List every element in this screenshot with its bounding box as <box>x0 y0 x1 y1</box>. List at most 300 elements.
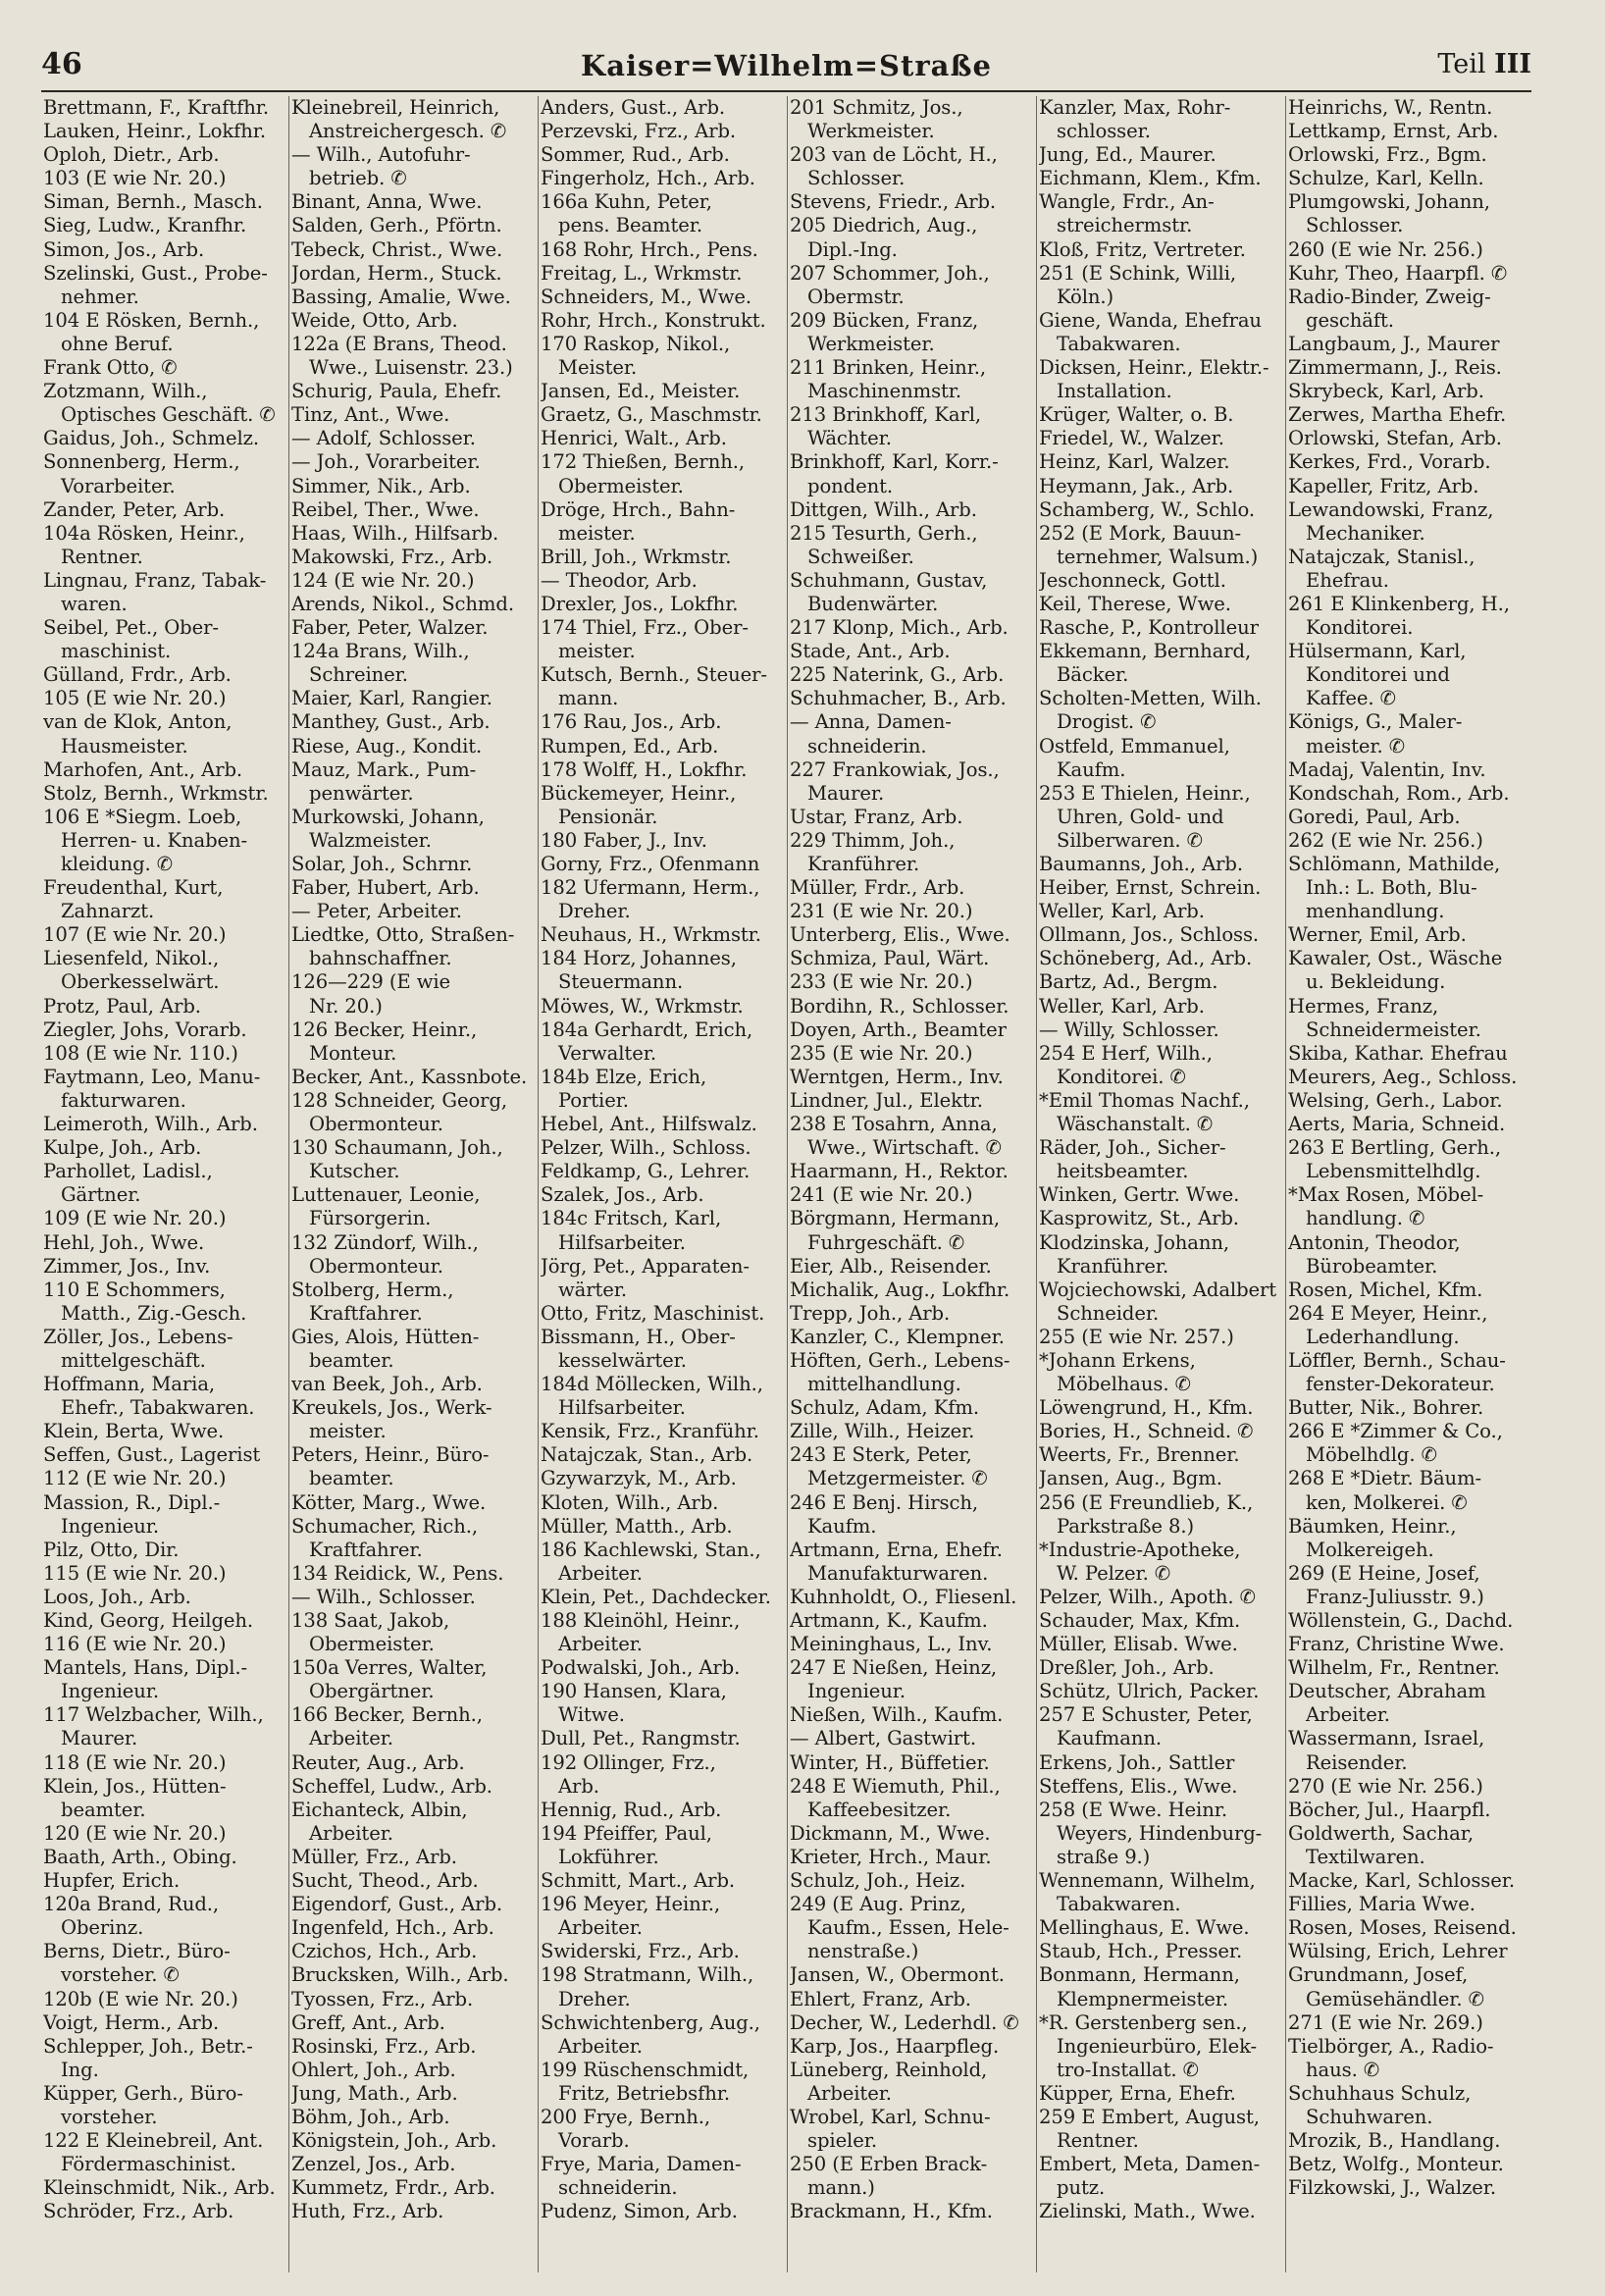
directory-entry: 190 Hansen, Klara, <box>541 1680 727 1703</box>
directory-entry: Jansen, Aug., Bgm. <box>1039 1467 1222 1490</box>
directory-entry: Brettmann, F., Kraftfhr. <box>43 96 270 119</box>
column-divider-2 <box>538 96 539 2272</box>
directory-entry: Heinrichs, W., Rentn. <box>1288 96 1493 119</box>
directory-entry: van de Klok, Anton, <box>43 710 233 734</box>
directory-entry: 268 E *Dietr. Bäum- <box>1288 1467 1482 1490</box>
directory-entry: — Albert, Gastwirt. <box>790 1727 976 1750</box>
entry-continuation: Kraftfahrer. <box>309 1301 423 1325</box>
entry-continuation: Schweißer. <box>807 545 914 568</box>
entry-continuation: Drogist. ✆ <box>1057 710 1157 734</box>
entry-continuation: Wächter. <box>807 427 892 450</box>
directory-entry: Faber, Peter, Walzer. <box>291 616 489 640</box>
entry-continuation: Kaufm. <box>1057 757 1126 781</box>
directory-entry: Peters, Heinr., Büro- <box>291 1443 490 1467</box>
directory-entry: Kuhr, Theo, Haarpfl. ✆ <box>1288 261 1508 285</box>
directory-entry: Ostfeld, Emmanuel, <box>1039 734 1230 757</box>
directory-entry: Gorny, Frz., Ofenmann <box>541 853 760 875</box>
directory-entry: Rasche, P., Kontrolleur <box>1039 616 1259 640</box>
entry-continuation: nenstraße.) <box>807 1940 919 1963</box>
entry-continuation: Steuermann. <box>558 970 684 994</box>
directory-entry: Böcher, Jul., Haarpfl. <box>1288 1798 1491 1821</box>
directory-entry: Oploh, Dietr., Arb. <box>43 143 220 167</box>
entry-continuation: Walzmeister. <box>309 828 432 852</box>
directory-entry: 209 Bücken, Franz, <box>790 308 979 332</box>
directory-entry: Heinz, Karl, Walzer. <box>1039 450 1230 474</box>
entry-continuation: Schlosser. <box>1306 214 1404 237</box>
directory-entry: Simmer, Nik., Arb. <box>291 474 471 497</box>
directory-entry: Hupfer, Erich. <box>43 1869 181 1893</box>
directory-entry: Anders, Gust., Arb. <box>541 96 726 119</box>
entry-continuation: beamter. <box>61 1798 146 1821</box>
directory-entry: Wülsing, Erich, Lehrer <box>1288 1940 1508 1963</box>
entry-continuation: Dreher. <box>558 900 631 923</box>
directory-entry: Kanzler, C., Klempner. <box>790 1325 1005 1348</box>
entry-continuation: handlung. ✆ <box>1306 1207 1425 1230</box>
directory-entry: Kerkes, Frd., Vorarb. <box>1288 450 1491 474</box>
entry-continuation: Rentner. <box>1057 2129 1139 2153</box>
directory-entry: Franz, Christine Wwe. <box>1288 1633 1505 1656</box>
entry-continuation: Hausmeister. <box>61 734 188 757</box>
directory-entry: 174 Thiel, Frz., Ober- <box>541 616 749 640</box>
directory-entry: Kloß, Fritz, Vertreter. <box>1039 237 1246 261</box>
directory-entry: 266 E *Zimmer & Co., <box>1288 1420 1503 1443</box>
entry-continuation: meister. <box>558 521 636 545</box>
directory-entry: 200 Frye, Bernh., <box>541 2105 711 2128</box>
directory-entry: Sommer, Rud., Arb. <box>541 143 730 167</box>
directory-entry: Becker, Ant., Kassnbote. <box>291 1065 528 1088</box>
directory-entry: Stolberg, Herm., <box>291 1278 454 1301</box>
directory-entry: Loos, Joh., Arb. <box>43 1585 191 1608</box>
directory-entry: Klein, Jos., Hütten- <box>43 1774 227 1798</box>
street-heading: Kaiser=Wilhelm=Straße <box>581 49 992 82</box>
entry-continuation: Schneider. <box>1057 1301 1160 1325</box>
directory-column-6 <box>1288 96 1528 2272</box>
directory-entry: 205 Diedrich, Aug., <box>790 214 978 237</box>
directory-entry: Lüneberg, Reinhold, <box>790 2058 988 2081</box>
directory-entry: Doyen, Arth., Beamter <box>790 1018 1007 1041</box>
directory-entry: 252 (E Mork, Bauun- <box>1039 521 1242 545</box>
directory-entry: Krüger, Walter, o. B. <box>1039 403 1234 427</box>
directory-entry: 188 Kleinöhl, Heinr., <box>541 1609 741 1632</box>
entry-continuation: ternehmer, Walsum.) <box>1057 545 1259 568</box>
directory-entry: Mantels, Hans, Dipl.- <box>43 1656 248 1680</box>
entry-continuation: Weyers, Hindenburg- <box>1057 1821 1263 1845</box>
directory-entry: Bories, H., Schneid. ✆ <box>1039 1420 1254 1443</box>
directory-entry: Müller, Frz., Arb. <box>291 1845 457 1868</box>
directory-entry: Jansen, Ed., Meister. <box>541 380 741 403</box>
directory-entry: 150a Verres, Walter, <box>291 1656 488 1680</box>
directory-column-3 <box>541 96 781 2272</box>
directory-entry: Radio-Binder, Zweig- <box>1288 285 1491 308</box>
directory-entry: Müller, Elisab. Wwe. <box>1039 1633 1238 1656</box>
directory-entry: 269 (E Heine, Josef, <box>1288 1561 1480 1585</box>
entry-continuation: Dreher. <box>558 1987 631 2010</box>
directory-entry: Gaidus, Joh., Schmelz. <box>43 427 260 450</box>
directory-entry: 132 Zündorf, Wilh., <box>291 1230 479 1254</box>
directory-entry: *R. Gerstenberg sen., <box>1039 2010 1248 2034</box>
directory-entry: 246 E Benj. Hirsch, <box>790 1490 978 1514</box>
directory-entry: Kutsch, Bernh., Steuer- <box>541 663 767 687</box>
part-label <box>1437 49 1531 79</box>
directory-entry: Stolz, Bernh., Wrkmstr. <box>43 781 269 805</box>
entry-continuation: Silberwaren. ✆ <box>1057 828 1203 852</box>
directory-entry: 122a (E Brans, Theod. <box>291 332 507 355</box>
directory-entry: 108 (E wie Nr. 110.) <box>43 1041 238 1065</box>
entry-continuation: waren. <box>61 592 128 615</box>
directory-entry: Faytmann, Leo, Manu- <box>43 1065 261 1088</box>
directory-entry: Weerts, Fr., Brenner. <box>1039 1443 1240 1467</box>
directory-entry: Freitag, L., Wrkmstr. <box>541 261 743 285</box>
directory-entry: Haas, Wilh., Hilfsarb. <box>291 521 499 545</box>
directory-entry: 238 E Tosahrn, Anna, <box>790 1113 998 1136</box>
directory-entry: Langbaum, J., Maurer <box>1288 332 1500 355</box>
entry-continuation: Fuhrgeschäft. ✆ <box>807 1230 965 1254</box>
directory-entry: 118 (E wie Nr. 20.) <box>43 1750 227 1774</box>
directory-entry: Schütz, Ulrich, Packer. <box>1039 1680 1260 1703</box>
entry-continuation: schneiderin. <box>807 734 927 757</box>
entry-continuation: Obergärtner. <box>309 1680 435 1703</box>
entry-continuation: Kaufm., Essen, Hele- <box>807 1916 1010 1940</box>
entry-continuation: Metzgermeister. ✆ <box>807 1467 988 1490</box>
directory-entry: 182 Ufermann, Herm., <box>541 876 760 900</box>
directory-entry: Sonnenberg, Herm., <box>43 450 240 474</box>
directory-entry: 248 E Wiemuth, Phil., <box>790 1774 1001 1798</box>
entry-continuation: Vorarbeiter. <box>61 474 176 497</box>
directory-entry: 207 Schommer, Joh., <box>790 261 990 285</box>
entry-continuation: Ehefr., Tabakwaren. <box>61 1396 255 1420</box>
directory-entry: Wöllenstein, G., Dachd. <box>1288 1609 1514 1632</box>
directory-entry: 104a Rösken, Heinr., <box>43 521 245 545</box>
directory-entry: Hehl, Joh., Wwe. <box>43 1230 205 1254</box>
directory-entry: Orlowski, Stefan, Arb. <box>1288 427 1502 450</box>
entry-continuation: mann.) <box>807 2176 875 2200</box>
entry-continuation: Kaffee. ✆ <box>1306 687 1396 710</box>
directory-entry: 258 (E Wwe. Heinr. <box>1039 1798 1227 1821</box>
directory-entry: Hebel, Ant., Hilfswalz. <box>541 1113 757 1136</box>
entry-continuation: Textilwaren. <box>1306 1845 1425 1868</box>
directory-entry: Mauz, Mark., Pum- <box>291 757 477 781</box>
entry-continuation: Oberinz. <box>61 1916 144 1940</box>
directory-entry: Kawaler, Ost., Wäsche <box>1288 947 1503 970</box>
entry-continuation: Lokführer. <box>558 1845 659 1868</box>
directory-entry: Freudenthal, Kurt, <box>43 876 224 900</box>
directory-entry: Berns, Dietr., Büro- <box>43 1940 231 1963</box>
entry-continuation: Hilfsarbeiter. <box>558 1396 686 1420</box>
directory-entry: Kondschah, Rom., Arb. <box>1288 781 1510 805</box>
directory-entry: Skrybeck, Karl, Arb. <box>1288 380 1484 403</box>
directory-entry: Szelinski, Gust., Probe- <box>43 261 268 285</box>
entry-continuation: Arbeiter. <box>558 1633 643 1656</box>
directory-entry: Makowski, Frz., Arb. <box>291 545 493 568</box>
entry-continuation: Ingenieurbüro, Elek- <box>1057 2034 1258 2058</box>
directory-entry: Schulz, Joh., Heiz. <box>790 1869 966 1893</box>
directory-entry: — Peter, Arbeiter. <box>291 900 462 923</box>
directory-entry: Pelzer, Wilh., Apoth. ✆ <box>1039 1585 1256 1608</box>
directory-entry: Küpper, Gerh., Büro- <box>43 2081 243 2105</box>
columns-container <box>43 96 1534 2272</box>
directory-entry: Baumanns, Joh., Arb. <box>1039 853 1243 875</box>
directory-entry: 124a Brans, Wilh., <box>291 640 470 663</box>
column-divider-1 <box>288 96 289 2272</box>
directory-entry: Kensik, Frz., Kranführ. <box>541 1420 759 1443</box>
directory-entry: Küpper, Erna, Ehefr. <box>1039 2081 1236 2105</box>
directory-entry: Welsing, Gerh., Labor. <box>1288 1088 1503 1112</box>
directory-entry: Zenzel, Jos., Arb. <box>291 2153 456 2176</box>
directory-entry: 211 Brinken, Heinr., <box>790 356 987 380</box>
directory-entry: 229 Thimm, Joh., <box>790 828 956 852</box>
directory-entry: Wassermann, Israel, <box>1288 1727 1485 1750</box>
directory-entry: Butter, Nik., Bohrer. <box>1288 1396 1484 1420</box>
directory-entry: Stevens, Friedr., Arb. <box>790 190 997 214</box>
entry-continuation: penwärter. <box>309 781 414 805</box>
directory-entry: Keil, Therese, Wwe. <box>1039 592 1231 615</box>
directory-entry: Hülsermann, Karl, <box>1288 640 1467 663</box>
entry-continuation: mittelhandlung. <box>807 1373 961 1396</box>
entry-continuation: Kaffeebesitzer. <box>807 1798 952 1821</box>
directory-entry: 199 Rüschenschmidt, <box>541 2058 750 2081</box>
entry-continuation: Ingenieur. <box>61 1514 160 1538</box>
directory-entry: Massion, R., Dipl.- <box>43 1490 221 1514</box>
directory-entry: Filzkowski, J., Walzer. <box>1288 2176 1497 2200</box>
directory-entry: Greff, Ant., Arb. <box>291 2010 445 2034</box>
directory-entry: Gzywarzyk, M., Arb. <box>541 1467 737 1490</box>
entry-continuation: Arbeiter. <box>558 1561 643 1585</box>
directory-entry: Brackmann, H., Kfm. <box>790 2200 993 2223</box>
directory-entry: Bartz, Ad., Bergm. <box>1039 970 1218 994</box>
directory-entry: Sucht, Theod., Arb. <box>291 1869 479 1893</box>
directory-entry: Grundmann, Josef, <box>1288 1963 1469 1987</box>
directory-entry: 120 (E wie Nr. 20.) <box>43 1821 227 1845</box>
entry-continuation: Kraftfahrer. <box>309 1538 423 1561</box>
entry-continuation: ken, Molkerei. ✆ <box>1306 1490 1468 1514</box>
directory-entry: Höften, Gerh., Lebens- <box>790 1348 1010 1372</box>
directory-entry: Liesenfeld, Nikol., <box>43 947 220 970</box>
directory-entry: 261 E Klinkenberg, H., <box>1288 592 1510 615</box>
directory-entry: 198 Stratmann, Wilh., <box>541 1963 754 1987</box>
directory-column-1 <box>43 96 284 2272</box>
directory-entry: 184 Horz, Johannes, <box>541 947 737 970</box>
directory-column-2 <box>291 96 532 2272</box>
directory-entry: Steffens, Elis., Wwe. <box>1039 1774 1238 1798</box>
directory-entry: Ehlert, Franz, Arb. <box>790 1987 971 2010</box>
directory-entry: 184d Möllecken, Wilh., <box>541 1373 763 1396</box>
entry-continuation: tro-Installat. ✆ <box>1057 2058 1199 2081</box>
directory-entry: Ziegler, Johs, Vorarb. <box>43 1018 247 1041</box>
directory-entry: 254 E Herf, Wilh., <box>1039 1041 1213 1065</box>
directory-entry: van Beek, Joh., Arb. <box>291 1373 483 1396</box>
directory-entry: Simon, Jos., Arb. <box>43 237 205 261</box>
directory-entry: Zimmermann, J., Reis. <box>1288 356 1502 380</box>
entry-continuation: Kaufmann. <box>1057 1727 1163 1750</box>
directory-entry: Baath, Arth., Obing. <box>43 1845 237 1868</box>
entry-continuation: Konditorei und <box>1306 663 1450 687</box>
directory-entry: Königstein, Joh., Arb. <box>291 2129 497 2153</box>
directory-entry: Erkens, Joh., Sattler <box>1039 1750 1235 1774</box>
entry-continuation: Bäcker. <box>1057 663 1129 687</box>
directory-entry: Schlepper, Joh., Betr.- <box>43 2034 253 2058</box>
entry-continuation: Arbeiter. <box>309 1821 393 1845</box>
entry-continuation: Gärtner. <box>61 1183 141 1207</box>
directory-entry: Rumpen, Ed., Arb. <box>541 734 719 757</box>
directory-entry: Tinz, Ant., Wwe. <box>291 403 450 427</box>
directory-entry: Kulpe, Joh., Arb. <box>43 1136 202 1160</box>
entry-continuation: Maschinenmstr. <box>807 380 962 403</box>
entry-continuation: Arbeiter. <box>807 2081 892 2105</box>
part-label-word: Teil <box>1437 49 1486 79</box>
directory-entry: Fillies, Maria Wwe. <box>1288 1893 1476 1916</box>
directory-entry: Dickmann, M., Wwe. <box>790 1821 991 1845</box>
entry-continuation: Maurer. <box>61 1727 138 1750</box>
directory-entry: Kreukels, Jos., Werk- <box>291 1396 492 1420</box>
directory-entry: 184b Elze, Erich, <box>541 1065 707 1088</box>
directory-entry: Maier, Karl, Rangier. <box>291 687 492 710</box>
directory-entry: 107 (E wie Nr. 20.) <box>43 923 227 947</box>
directory-entry: Hennig, Rud., Arb. <box>541 1798 722 1821</box>
directory-entry: Artmann, Erna, Ehefr. <box>790 1538 1003 1561</box>
directory-entry: Rosen, Moses, Reisend. <box>1288 1916 1517 1940</box>
directory-entry: Mellinghaus, E. Wwe. <box>1039 1916 1250 1940</box>
directory-entry: 120a Brand, Rud., <box>43 1893 220 1916</box>
directory-entry: Jansen, W., Obermont. <box>790 1963 1005 1987</box>
directory-entry: Zotzmann, Wilh., <box>43 380 208 403</box>
directory-entry: Zille, Wilh., Heizer. <box>790 1420 975 1443</box>
entry-continuation: Mechaniker. <box>1306 521 1425 545</box>
entry-continuation: betrieb. ✆ <box>309 167 407 190</box>
column-divider-4 <box>1036 96 1037 2272</box>
directory-entry: Wilhelm, Fr., Rentner. <box>1288 1656 1500 1680</box>
directory-entry: 116 (E wie Nr. 20.) <box>43 1633 227 1656</box>
entry-continuation: Maurer. <box>807 781 885 805</box>
directory-entry: Faber, Hubert, Arb. <box>291 876 480 900</box>
directory-entry: Arends, Nikol., Schmd. <box>291 592 514 615</box>
directory-entry: Lauken, Heinr., Lokfhr. <box>43 120 267 143</box>
directory-entry: Seffen, Gust., Lagerist <box>43 1443 261 1467</box>
entry-continuation: W. Pelzer. ✆ <box>1057 1561 1171 1585</box>
entry-continuation: Rentner. <box>61 545 143 568</box>
directory-entry: Stade, Ant., Arb. <box>790 640 951 663</box>
entry-continuation: Ing. <box>61 2058 99 2081</box>
directory-entry: Räder, Joh., Sicher- <box>1039 1136 1226 1160</box>
directory-entry: Schmitt, Mart., Arb. <box>541 1869 736 1893</box>
directory-entry: 256 (E Freundlieb, K., <box>1039 1490 1254 1514</box>
directory-entry: Murkowski, Johann, <box>291 805 485 828</box>
directory-entry: 215 Tesurth, Gerh., <box>790 521 978 545</box>
directory-entry: 196 Meyer, Heinr., <box>541 1893 721 1916</box>
entry-continuation: Franz-Juliusstr. 9.) <box>1306 1585 1484 1608</box>
directory-entry: Lindner, Jul., Elektr. <box>790 1088 983 1112</box>
entry-continuation: Arbeiter. <box>558 2034 643 2058</box>
directory-entry: Brucksken, Wilh., Arb. <box>291 1963 509 1987</box>
entry-continuation: Kutscher. <box>309 1160 400 1183</box>
directory-entry: Eichanteck, Albin, <box>291 1798 468 1821</box>
directory-entry: Jeschonneck, Gottl. <box>1039 568 1226 592</box>
directory-entry: Riese, Aug., Kondit. <box>291 734 483 757</box>
directory-entry: Jordan, Herm., Stuck. <box>291 261 502 285</box>
directory-entry: 128 Schneider, Georg, <box>291 1088 508 1112</box>
directory-entry: Müller, Frdr., Arb. <box>790 876 965 900</box>
entry-continuation: Anstreichergesch. ✆ <box>309 120 507 143</box>
directory-entry: 176 Rau, Jos., Arb. <box>541 710 722 734</box>
directory-entry: Börgmann, Hermann, <box>790 1207 1001 1230</box>
directory-entry: Löffler, Bernh., Schau- <box>1288 1348 1506 1372</box>
entry-continuation: Nr. 20.) <box>309 994 383 1018</box>
entry-continuation: maschinist. <box>61 640 172 663</box>
directory-entry: Aerts, Maria, Schneid. <box>1288 1113 1506 1136</box>
directory-entry: Weller, Karl, Arb. <box>1039 900 1205 923</box>
directory-entry: 262 (E wie Nr. 256.) <box>1288 828 1483 852</box>
entry-continuation: vorsteher. <box>61 2105 158 2128</box>
directory-column-4 <box>790 96 1030 2272</box>
entry-continuation: Vorarb. <box>558 2129 630 2153</box>
entry-continuation: Möbelhaus. ✆ <box>1057 1373 1191 1396</box>
entry-continuation: ohne Beruf. <box>61 332 174 355</box>
directory-entry: Hermes, Franz, <box>1288 994 1439 1018</box>
directory-entry: 180 Faber, J., Inv. <box>541 828 707 852</box>
entry-continuation: menhandlung. <box>1306 900 1445 923</box>
entry-continuation: putz. <box>1057 2176 1106 2200</box>
directory-entry: Antonin, Theodor, <box>1288 1230 1461 1254</box>
entry-continuation: haus. ✆ <box>1306 2058 1380 2081</box>
directory-entry: Schulz, Adam, Kfm. <box>790 1396 979 1420</box>
directory-entry: Eigendorf, Gust., Arb. <box>291 1893 503 1916</box>
directory-entry: 106 E *Siegm. Loeb, <box>43 805 242 828</box>
directory-entry: 120b (E wie Nr. 20.) <box>43 1987 238 2010</box>
directory-entry: 130 Schaumann, Joh., <box>291 1136 503 1160</box>
entry-continuation: Schuhwaren. <box>1306 2105 1433 2128</box>
directory-entry: 203 van de Löcht, H., <box>790 143 998 167</box>
entry-continuation: Schneidermeister. <box>1306 1018 1481 1041</box>
directory-entry: Nießen, Wilh., Kaufm. <box>790 1703 1004 1727</box>
directory-entry: Eichmann, Klem., Kfm. <box>1039 167 1262 190</box>
directory-entry: Klodzinska, Johann, <box>1039 1230 1230 1254</box>
entry-continuation: Klempnermeister. <box>1057 1987 1229 2010</box>
entry-continuation: schlosser. <box>1057 120 1151 143</box>
entry-continuation: Monteur. <box>309 1041 397 1065</box>
entry-continuation: Ehefrau. <box>1306 568 1389 592</box>
entry-continuation: Fördermaschinist. <box>61 2153 236 2176</box>
entry-continuation: fakturwaren. <box>61 1088 186 1112</box>
directory-entry: Ingenfeld, Hch., Arb. <box>291 1916 494 1940</box>
entry-continuation: schneiderin. <box>558 2176 678 2200</box>
directory-entry: 126 Becker, Heinr., <box>291 1018 478 1041</box>
entry-continuation: Inh.: L. Both, Blu- <box>1306 876 1477 900</box>
directory-entry: Goredi, Paul, Arb. <box>1288 805 1461 828</box>
directory-entry: 253 E Thielen, Heinr., <box>1039 781 1251 805</box>
directory-entry: 122 E Kleinebreil, Ant. <box>43 2129 264 2153</box>
directory-entry: Bäumken, Heinr., <box>1288 1514 1457 1538</box>
entry-continuation: Lebensmittelhdlg. <box>1306 1160 1481 1183</box>
directory-entry: 166 Becker, Bernh., <box>291 1703 483 1727</box>
directory-entry: Klein, Berta, Wwe. <box>43 1420 225 1443</box>
directory-entry: 126—229 (E wie <box>291 970 451 994</box>
directory-entry: Ustar, Franz, Arb. <box>790 805 963 828</box>
directory-entry: Heymann, Jak., Arb. <box>1039 474 1234 497</box>
entry-continuation: Obermeister. <box>558 474 684 497</box>
directory-entry: — Joh., Vorarbeiter. <box>291 450 481 474</box>
directory-entry: Scheffel, Ludw., Arb. <box>291 1774 492 1798</box>
directory-entry: Feldkamp, G., Lehrer. <box>541 1160 751 1183</box>
entry-continuation: Portier. <box>558 1088 629 1112</box>
directory-entry: Rosen, Michel, Kfm. <box>1288 1278 1483 1301</box>
entry-continuation: pondent. <box>807 474 894 497</box>
entry-continuation: Obermeister. <box>309 1633 435 1656</box>
directory-entry: Reibel, Ther., Wwe. <box>291 497 480 521</box>
entry-continuation: Obermonteur. <box>309 1254 443 1278</box>
directory-entry: Bissmann, H., Ober- <box>541 1325 736 1348</box>
directory-entry: Leimeroth, Wilh., Arb. <box>43 1113 258 1136</box>
header-rule <box>41 90 1531 92</box>
directory-entry: 104 E Rösken, Bernh., <box>43 308 260 332</box>
